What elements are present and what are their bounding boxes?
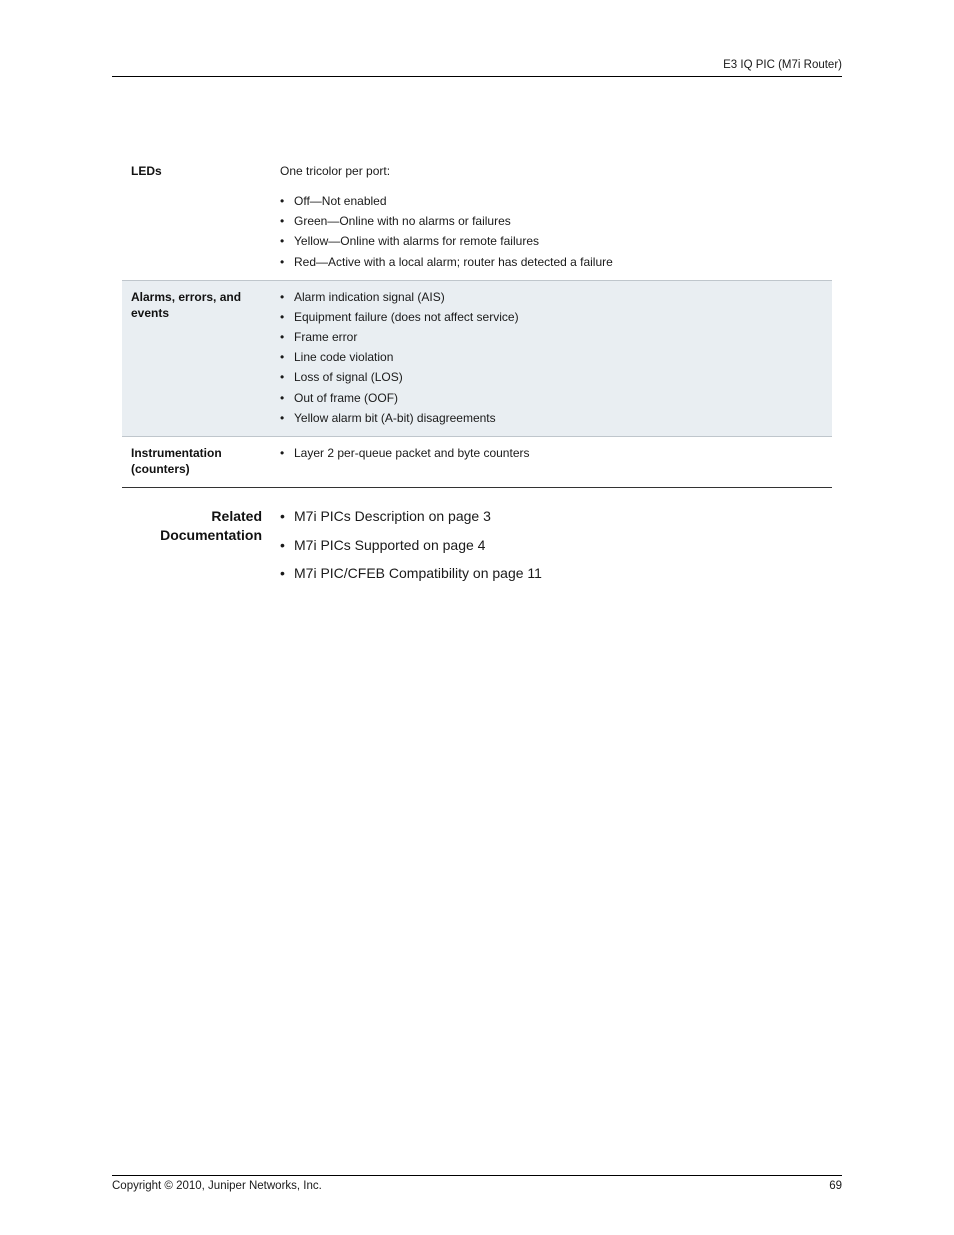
- page-number: 69: [829, 1180, 842, 1192]
- row-label: Instrumentation (counters): [131, 445, 222, 476]
- related-documentation: [122, 507, 832, 593]
- bullet-icon: •: [280, 565, 285, 581]
- bullet-list: [280, 193, 824, 270]
- related-link-item: [280, 536, 542, 555]
- bullet-icon: •: [280, 329, 285, 344]
- related-links: [280, 507, 542, 593]
- related-link-item: [280, 507, 542, 526]
- bullet-icon: •: [280, 289, 285, 304]
- bullet-icon: •: [280, 536, 285, 553]
- bullet-icon: •: [280, 350, 285, 365]
- related-link[interactable]: M7i PIC/CFEB Compatibility on page 11: [294, 565, 542, 581]
- row-intro: One tricolor per port:: [280, 164, 391, 178]
- running-title: E3 IQ PIC (M7i Router): [723, 59, 842, 71]
- row-label: LEDs: [131, 164, 162, 178]
- bullet-icon: •: [280, 370, 285, 385]
- bullet-list: [280, 445, 824, 461]
- bullet-icon: •: [280, 410, 285, 425]
- list-item: • Out of frame (OOF): [280, 390, 399, 405]
- bullet-icon: •: [280, 214, 285, 229]
- row-value: [280, 281, 832, 436]
- list-item: • Frame error: [280, 329, 358, 344]
- bullet-icon: •: [280, 508, 285, 524]
- copyright-text: Copyright © 2010, Juniper Networks, Inc.: [112, 1180, 322, 1192]
- list-item: • Alarm indication signal (AIS): [280, 289, 445, 304]
- bullet-icon: •: [280, 390, 285, 405]
- spec-table: [122, 155, 832, 488]
- bullet-icon: •: [280, 194, 285, 208]
- table-row-leds: [122, 155, 832, 280]
- bullet-icon: •: [280, 254, 285, 269]
- page-footer: [112, 1175, 842, 1194]
- related-link[interactable]: M7i PICs Description on page 3: [294, 508, 491, 524]
- table-row-alarms: [122, 280, 832, 436]
- list-item: • Equipment failure (does not affect service): [280, 309, 519, 324]
- list-item: • Red—Active with a local alarm; router has detected a failure: [280, 254, 613, 269]
- list-item: • Yellow alarm bit (A-bit) disagreements: [280, 410, 496, 425]
- list-item: • Green—Online with no alarms or failures: [280, 214, 511, 229]
- table-row-instrumentation: [122, 436, 832, 487]
- bullet-icon: •: [280, 445, 285, 460]
- bullet-list: [280, 289, 824, 426]
- bullet-icon: •: [280, 234, 285, 249]
- list-item: • Layer 2 per-queue packet and byte counters: [280, 445, 530, 460]
- related-link[interactable]: M7i PICs Supported on page 4: [294, 536, 486, 553]
- list-item: • Line code violation: [280, 350, 394, 365]
- list-item: • Loss of signal (LOS): [280, 370, 403, 385]
- related-heading: Related Documentation: [160, 508, 262, 543]
- bullet-icon: •: [280, 309, 285, 324]
- related-link-item: [280, 564, 542, 583]
- running-header: [112, 57, 842, 77]
- list-item: • Yellow—Online with alarms for remote failures: [280, 234, 539, 249]
- list-item: • Off—Not enabled: [280, 194, 387, 208]
- row-label: Alarms, errors, and events: [131, 289, 242, 320]
- row-value: [280, 155, 832, 280]
- row-value: [280, 437, 832, 487]
